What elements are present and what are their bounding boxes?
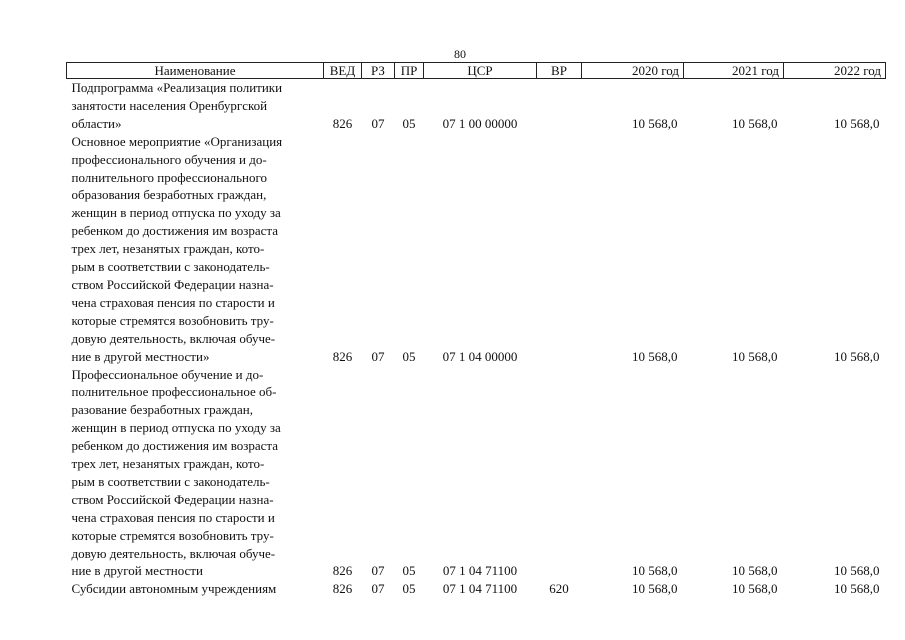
row-name-line: ние в другой местности»	[71, 348, 210, 364]
row-name-line: разование безработных граждан,	[71, 402, 254, 418]
header-2021: 2021 год	[684, 63, 784, 79]
header-csr: ЦСР	[424, 63, 537, 79]
row-name-line: трех лет, незанятых граждан, кото-	[71, 241, 265, 257]
row-name-line: довую деятельность, включая обуче-	[71, 545, 276, 561]
budget-table	[66, 62, 886, 598]
table-row	[67, 580, 886, 598]
amount-2022-cell: 10 568,0	[834, 348, 880, 364]
vr-cell: 620	[549, 581, 569, 597]
pr-cell: 05	[402, 563, 416, 579]
vr-cell	[537, 133, 582, 366]
amount-2021-cell: 10 568,0	[732, 563, 778, 579]
row-name-line: ством Российской Федерации назна-	[71, 491, 274, 507]
amount-2022-cell: 10 568,0	[834, 581, 880, 597]
row-name-line: образования безработных граждан,	[71, 187, 267, 203]
csr-cell: 07 1 04 00000	[442, 348, 518, 364]
header-ved: ВЕД	[324, 63, 362, 79]
header-2022: 2022 год	[784, 63, 886, 79]
row-name-line: Профессиональное обучение и до-	[71, 366, 264, 382]
table-header-row	[67, 63, 886, 79]
header-rz: РЗ	[362, 63, 395, 79]
row-name-line: Субсидии автономным учреждениям	[71, 581, 277, 597]
rz-cell: 07	[371, 348, 385, 364]
row-name-cell	[67, 79, 324, 133]
amount-2022-cell: 10 568,0	[834, 563, 880, 579]
row-name-line: чена страховая пенсия по старости и	[71, 509, 275, 525]
ved-cell: 826	[332, 563, 353, 579]
row-name-line: чена страховая пенсия по старости и	[71, 294, 275, 310]
csr-cell: 07 1 04 71100	[442, 563, 518, 579]
row-name-line: трех лет, незанятых граждан, кото-	[71, 456, 265, 472]
pr-cell: 05	[402, 348, 416, 364]
amount-2020-cell: 10 568,0	[632, 348, 678, 364]
table-row	[67, 133, 886, 366]
row-name-line: полнительного профессионального	[71, 169, 267, 185]
ved-cell: 826	[332, 348, 353, 364]
row-name-line: Основное мероприятие «Организация	[71, 133, 283, 149]
row-name-cell	[67, 366, 324, 581]
amount-2020-cell: 10 568,0	[632, 581, 678, 597]
csr-cell: 07 1 04 71100	[442, 581, 518, 597]
pr-cell: 05	[402, 581, 416, 597]
row-name-line: которые стремятся возобновить тру-	[71, 527, 274, 543]
pr-cell: 05	[402, 115, 416, 131]
ved-cell: 826	[332, 115, 353, 131]
rz-cell: 07	[371, 563, 385, 579]
row-name-line: женщин в период отпуска по уходу за	[71, 205, 281, 221]
row-name-line: профессионального обучения и до-	[71, 151, 267, 167]
row-name-line: довую деятельность, включая обуче-	[71, 330, 276, 346]
vr-cell	[537, 366, 582, 581]
row-name-line: ребенком до достижения им возраста	[71, 438, 279, 454]
row-name-line: ством Российской Федерации назна-	[71, 276, 274, 292]
table-row	[67, 366, 886, 581]
row-name-line: Подпрограмма «Реализация политики	[71, 80, 283, 95]
amount-2020-cell: 10 568,0	[632, 563, 678, 579]
row-name-line: женщин в период отпуска по уходу за	[71, 420, 281, 436]
vr-cell	[537, 79, 582, 133]
header-pr: ПР	[395, 63, 424, 79]
row-name-line: полнительное профессиональное об-	[71, 384, 277, 400]
amount-2021-cell: 10 568,0	[732, 581, 778, 597]
page-number: 80	[454, 47, 466, 61]
row-name-line: области»	[71, 115, 122, 131]
rz-cell: 07	[371, 581, 385, 597]
csr-cell: 07 1 00 00000	[442, 115, 518, 131]
row-name-line: рым в соответствии с законодатель-	[71, 259, 270, 275]
row-name-cell	[67, 580, 324, 598]
amount-2021-cell: 10 568,0	[732, 115, 778, 131]
row-name-cell	[67, 133, 324, 366]
amount-2021-cell: 10 568,0	[732, 348, 778, 364]
row-name-line: ние в другой местности	[71, 563, 203, 579]
rz-cell: 07	[371, 115, 385, 131]
amount-2022-cell: 10 568,0	[834, 115, 880, 131]
amount-2020-cell: 10 568,0	[632, 115, 678, 131]
row-name-line: ребенком до достижения им возраста	[71, 223, 279, 239]
header-name: Наименование	[67, 63, 324, 79]
table-row	[67, 79, 886, 133]
row-name-line: занятости населения Оренбургской	[71, 97, 268, 113]
row-name-line: рым в соответствии с законодатель-	[71, 473, 270, 489]
ved-cell: 826	[332, 581, 353, 597]
header-vr: ВР	[537, 63, 582, 79]
header-2020: 2020 год	[582, 63, 684, 79]
row-name-line: которые стремятся возобновить тру-	[71, 312, 274, 328]
